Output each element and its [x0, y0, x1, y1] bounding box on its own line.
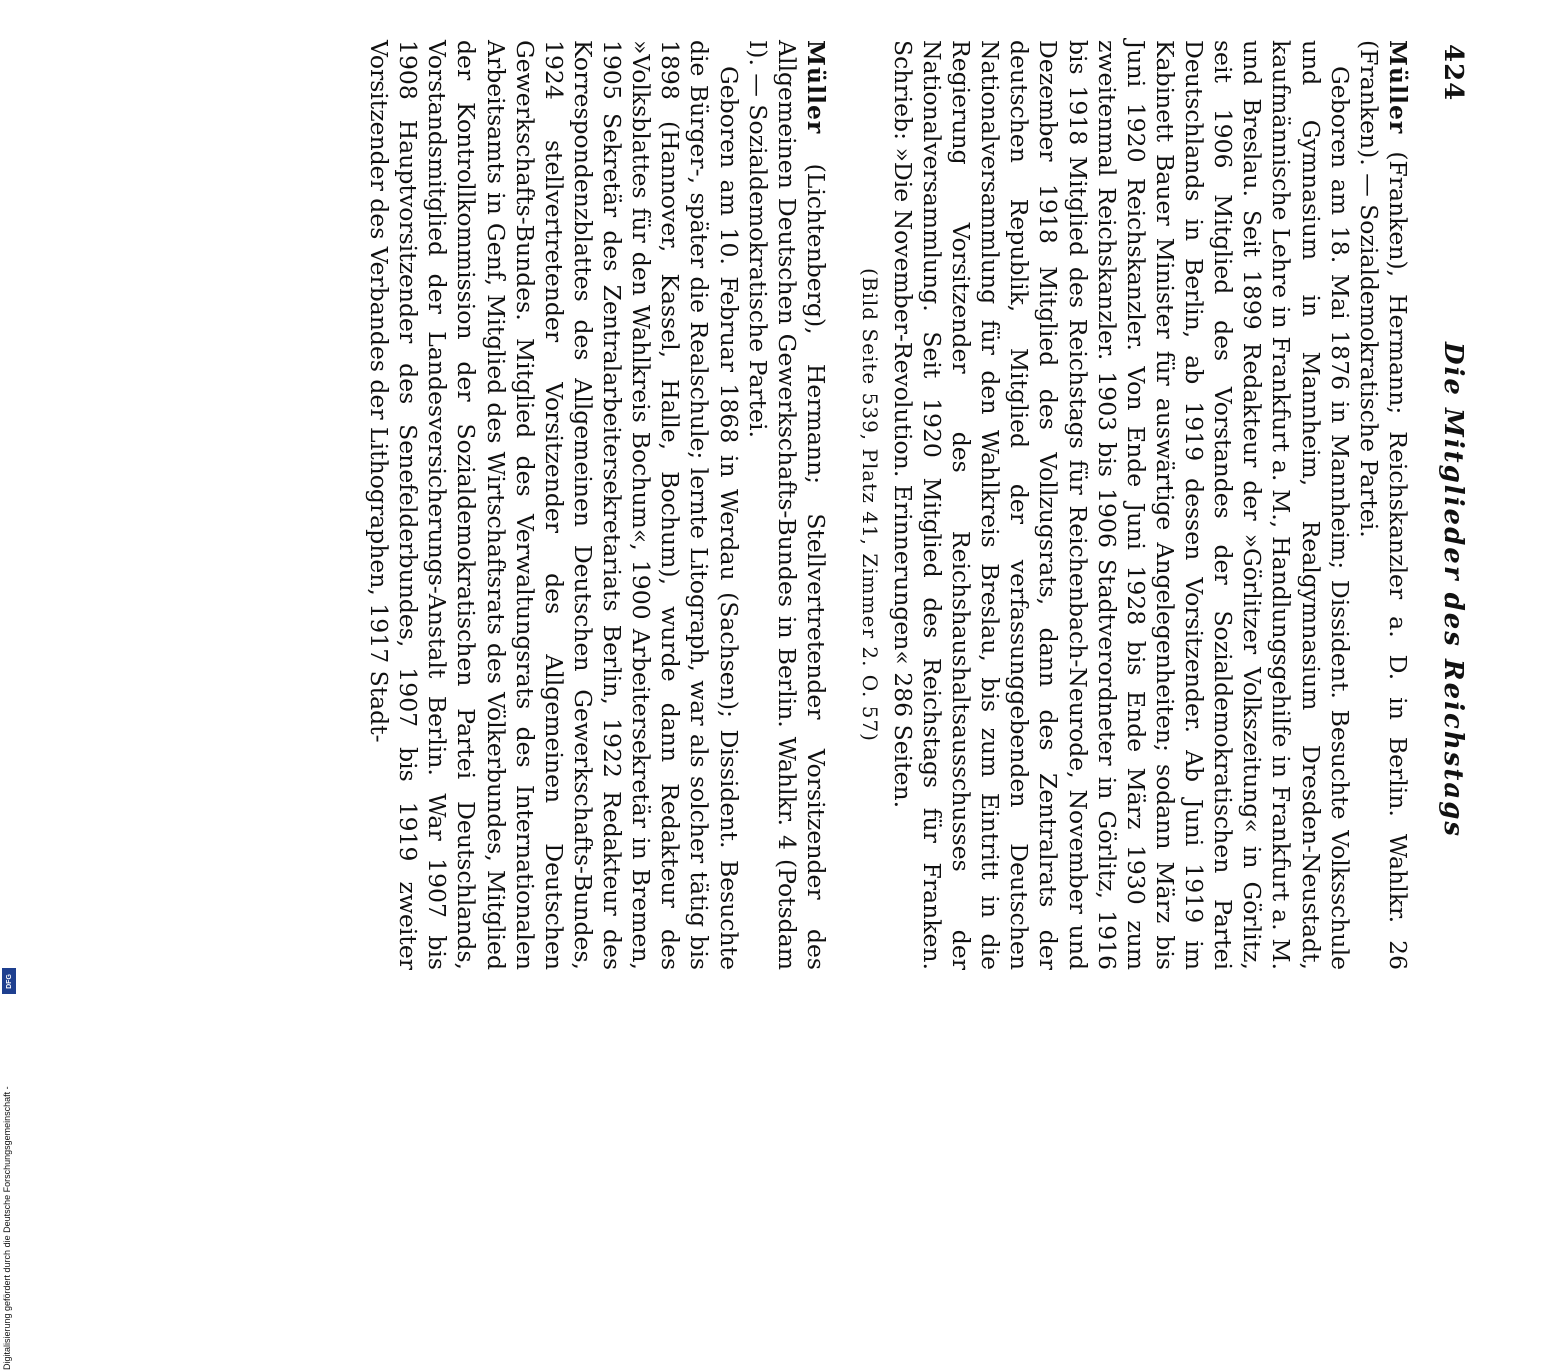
biography-entry [857, 40, 1412, 970]
running-title: Die Mitglieder des Reichstags [1438, 341, 1468, 839]
page-number: 424 [1438, 44, 1468, 102]
biography-entry [364, 40, 830, 970]
digitization-note-text: Digitalisierung gefördert durch die Deutsche Forschungsgemeinschaft - [2, 1086, 12, 1370]
entry-name: Müller [802, 40, 830, 135]
entry-reference: (Bild Seite 539, Platz 41, Zimmer 2. O. 57) [857, 268, 882, 742]
entry-heading [743, 40, 830, 970]
entry-name: Müller [1384, 40, 1412, 135]
entry-body: Geboren am 10. Februar 1868 in Werdau (Sachsen); Dissident. Besuchte die Bürger-, später die Realschule; lernte Litograph, war als solcher tätig bis 1898 (Hannover, Kassel, Halle, Bochum), wurde dann Redakteur des »Volksblattes für den Wahlkreis Bochum«, 1900 Arbeitersekretär in Bremen, 1905 Sekretär des Zentralarbeitersekretariats Berlin, 1922 Redakteur des Korrespondenzblattes des Allgemeinen Deutschen Gewerkschafts-Bundes, 1924 stellvertretender Vorsitzender des Allgemeinen Deutschen Gewerkschafts-Bundes. Mitglied des Verwaltungsrats des Internationalen Arbeitsamts in Genf, Mitglied des Wirtschaftsrats des Völkerbundes, Mitglied der Kontrollkommission der Sozialdemokratischen Partei Deutschlands, Vorstandsmitglied der Landesversicherungs-Anstalt Berlin. War 1907 bis 1908 Hauptvorsitzender des Senefelderbundes, 1907 bis 1919 zweiter Vorsitzender des Verbandes der Lithographen, 1917 Stadt- [365, 40, 743, 970]
entry-body: Geboren am 18. Mai 1876 in Mannheim; Dissident. Besuchte Volksschule und Gymnasium in Mannheim, Realgymnasium Dresden-Neustadt, kaufmännische Lehre in Frankfurt a. M., Handlungsgehilfe in Frankfurt a. M. und Breslau. Seit 1899 Redakteur der »Görlitzer Volkszeitung« in Görlitz, seit 1906 Mitglied des Vorstandes der Sozialdemokratischen Partei Deutschlands in Berlin, ab 1919 dessen Vorsitzender. Ab Juni 1919 im Kabinett Bauer Minister für auswärtige Angelegenheiten; sodann März bis Juni 1920 Reichskanzler. Von Ende Juni 1928 bis Ende März 1930 zum zweitenmal Reichskanzler. 1903 bis 1906 Stadtverordneter in Görlitz, 1916 bis 1918 Mitglied des Reichstags für Reichenbach-Neurode, November und Dezember 1918 Mitglied des Vollzugsrats, dann des Zentralrats der deutschen Republik, Mitglied der verfassunggebenden Deutschen Nationalversammlung für den Wahlkreis Breslau, bis zum Eintritt in die Regierung Vorsitzender des Reichshaushaltsausschusses der Nationalversammlung. Seit 1920 Mitglied des Reichstags für Franken. Schrieb: »Die November-Revolution. Erinnerungen« 286 Seiten. [888, 40, 1354, 970]
dfg-logo-text: DFG [5, 973, 13, 989]
digitization-note [2, 990, 16, 1370]
dfg-logo [2, 968, 16, 994]
dfg-logo-wrapper [2, 0, 16, 1000]
entry-heading [1354, 40, 1412, 970]
entry-intro: (Lichtenberg), Hermann; Stellvertretender Vorsitzender des Allgemeinen Deutschen Gewerkschafts-Bundes in Berlin. Wahlkr. 4 (Potsdam I). — Sozialdemokratische Partei. [743, 40, 830, 970]
entry-intro: (Franken), Hermann; Reichskanzler a. D. in Berlin. Wahlkr. 26 (Franken). — Sozialdemokratische Partei. [1354, 40, 1412, 970]
page-header [1430, 40, 1470, 1000]
scanned-page [70, 40, 1470, 1000]
